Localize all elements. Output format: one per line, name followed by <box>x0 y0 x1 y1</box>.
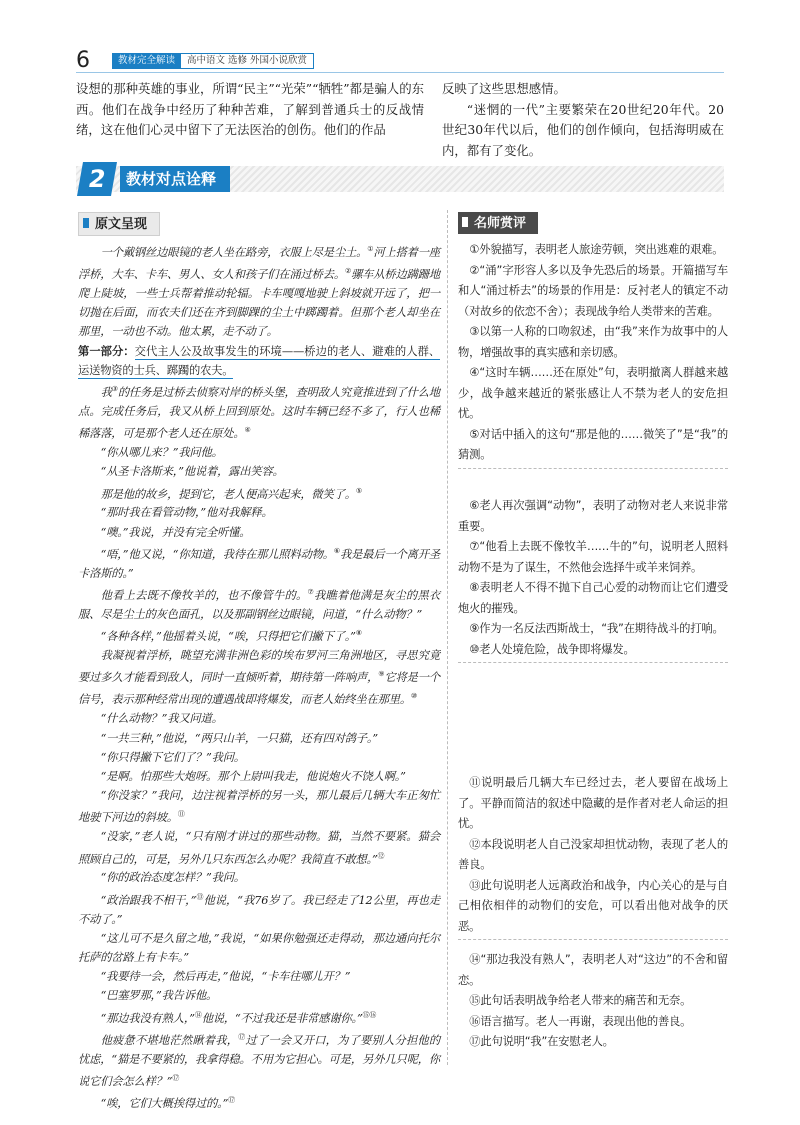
dialogue-line: “从圣卡洛斯来，”他说着，露出笑容。 <box>100 465 284 479</box>
original-text-label: 原文呈现 <box>78 212 160 236</box>
note-12: ⑫本段说明老人自己没家却担忧动物，表现了老人的善良。 <box>458 837 728 871</box>
paragraph: 我③的任务是过桥去侦察对岸的桥头堡，查明敌人究竟推进到了什么地点。完成任务后，我又从桥上回到原处。这时车辆已经不多了，行人也稀稀落落，可是那个老人还在原处。④ <box>78 384 440 440</box>
column-divider <box>447 210 448 1065</box>
dialogue-line: “那时我在看管动物，”他对我解释。 <box>100 506 273 520</box>
dialogue-line: 那是他的故乡，提到它，老人便高兴起来，微笑了。⑤ <box>100 486 362 501</box>
note-4: ④“这时车辆……还在原处”句，表明撤离人群越来越少，战争越来越近的紧张感让人不禁为老人的安危担忧。 <box>458 366 728 420</box>
notes-group-4 <box>458 950 728 1053</box>
dialogue-line: “你从哪儿来？”我问他。 <box>100 446 223 460</box>
header-tag: 教材完全解读 <box>112 53 181 69</box>
header-subtitle: 高中语文 选修 外国小说欣赏 <box>181 53 314 69</box>
notes-group-2 <box>458 496 728 663</box>
dialogue-line: “政治跟我不相干，”⑬他说，“我76岁了。我已经走了12公里，再也走不动了。” <box>78 892 440 926</box>
dialogue-line: “巴塞罗那，”我告诉他。 <box>100 989 218 1003</box>
dialogue-line: “那边我没有熟人，”⑭他说，“不过我还是非常感谢你。”⑮⑯ <box>100 1010 377 1025</box>
note-11: ⑪说明最后几辆大车已经过去，老人要留在战场上了。平静而简洁的叙述中隐藏的是作者对老人命运的担忧。 <box>458 776 728 830</box>
section-number: 2 <box>77 162 117 196</box>
note-7: ⑦“他看上去既不像牧羊……牛的”句，说明老人照料动物不是为了谋生，不然他会选择牛或羊来饲养。 <box>458 540 728 574</box>
running-header <box>112 53 314 69</box>
dialogue-line: 我凝视着浮桥，眺望充满非洲色彩的埃布罗河三角洲地区，寻思究竟要过多久才能看到敌人，同时一直倾听着，期待第一阵响声，⑨它将是一个信号，表示那种经常出现的遭遇战即将爆发，而老人始终坐在那里。⑩ <box>78 649 440 707</box>
dialogue-line: “一共三种，”他说，“两只山羊，一只猫，还有四对鸽子。” <box>100 731 378 745</box>
original-text <box>78 240 440 1113</box>
intro-left <box>76 79 424 141</box>
intro-right-line1: 反映了这些思想感情。 <box>442 81 566 96</box>
dialogue-line: 他看上去既不像牧羊的，也不像管牛的。⑦我瞧着他满是灰尘的黑衣服、尽是尘土的灰色面孔，以及那副钢丝边眼镜，问道，“什么动物？” <box>78 588 441 622</box>
note-3: ③以第一人称的口吻叙述，由“我”来作为故事中的人物，增强故事的真实感和亲切感。 <box>458 325 728 359</box>
header-rule <box>76 72 724 73</box>
part-summary: 第一部分：交代主人公及故事发生的环境——桥边的老人、避难的人群、运送物资的士兵、踯躅的农夫。 <box>78 343 440 377</box>
dialogue-line: “你只得撇下它们了？”我问。 <box>100 750 245 764</box>
note-10: ⑩老人处境危险，战争即将爆发。 <box>469 642 635 656</box>
dialogue-line: “唉，它们大概挨得过的。”⑰ <box>100 1095 235 1110</box>
dialogue-line: “什么动物？”我又问道。 <box>100 712 223 726</box>
dialogue-line: “各种各样，”他摇着头说，“唉，只得把它们撇下了。”⑧ <box>100 629 362 643</box>
dialogue-line: “你的政治态度怎样？”我问。 <box>100 871 245 885</box>
note-8: ⑧表明老人不得不抛下自己心爱的动物而让它们遭受炮火的摧残。 <box>458 581 728 615</box>
note-6: ⑥老人再次强调“动物”，表明了动物对老人来说非常重要。 <box>458 499 728 533</box>
dialogue-line: “这儿可不是久留之地，”我说，“如果你勉强还走得动，那边通向托尔托萨的岔路上有卡车。” <box>78 931 440 965</box>
note-16: ⑯语言描写。老人一再谢，表现出他的善良。 <box>469 1014 692 1028</box>
intro-left-text: 设想的那种英雄的事业，所谓“民主”“光荣”“牺牲”都是骗人的东西。他们在战争中经历了种种苦难，了解到普通兵士的反战情绪，这在他们心灵中留下了无法医治的创伤。他们的作品 <box>76 81 424 137</box>
dialogue-line: 他疲惫不堪地茫然瞅着我，⑰过了一会又开口，为了要别人分担他的忧虑，“猫是不要紧的，我拿得稳。不用为它担心。可是，另外几只呢，你说它们会怎么样？”⑰ <box>78 1032 440 1088</box>
intro-right <box>442 79 724 161</box>
note-5: ⑤对话中插入的这句“那是他的……微笑了”是“我”的猜测。 <box>458 427 728 461</box>
section-title: 教材对点诠释 <box>120 166 230 192</box>
note-14: ⑭“那边我没有熟人”，表明老人对“这边”的不舍和留恋。 <box>458 953 728 987</box>
notes-group-1 <box>458 240 728 469</box>
paragraph: 一个戴钢丝边眼镜的老人坐在路旁，衣服上尽是尘土。①河上搭着一座浮桥，大车、卡车、男人、女人和孩子们在涌过桥去。②骡车从桥边蹒跚地爬上陡坡，一些士兵帮着推动轮辐。卡车嘎嘎地驶上斜坡就开远了，把一切抛在后面，而农夫们还在齐到脚踝的尘土中踯躅着。但那个老人却坐在那里，一动也不动。他太累，走不动了。 <box>78 245 441 339</box>
dialogue-line: “噢。”我说，并没有完全听懂。 <box>100 525 251 539</box>
commentary-label: 名师赏评 <box>458 212 538 234</box>
intro-right-line2: “迷惘的一代”主要繁荣在20世纪20年代。20世纪30年代以后，他们的创作倾向，包括海明威在内，都有了变化。 <box>442 101 724 158</box>
dialogue-line: “是啊。怕那些大炮呀。那个上尉叫我走，他说炮火不饶人啊。” <box>100 769 406 783</box>
note-9: ⑨作为一名反法西斯战士，“我”在期待战斗的打响。 <box>469 622 724 635</box>
note-15: ⑮此句话表明战争给老人带来的痛苦和无奈。 <box>469 994 692 1007</box>
dialogue-line: “我要待一会，然后再走，”他说，“卡车往哪儿开？” <box>100 970 351 984</box>
note-13: ⑬此句说明老人远离政治和战争，内心关心的是与自己相依相伴的动物们的安危，可以看出他对战争的厌恶。 <box>458 878 728 933</box>
notes-group-3 <box>458 773 728 940</box>
note-1: ①外貌描写，表明老人旅途劳顿，突出逃难的艰难。 <box>469 243 724 256</box>
note-2: ②“涌”字形容人多以及争先恐后的场景。开篇描写车和人“涌过桥去”的场景的作用是：反衬老人的镇定不动（对故乡的依恋不舍）；表现战争给人类带来的苦难。 <box>458 263 728 318</box>
page-number: 6 <box>76 48 90 73</box>
note-17: ⑰此句说明“我”在安慰老人。 <box>469 1035 614 1048</box>
dialogue-line: “唔，”他又说，“你知道，我待在那儿照料动物。⑥我是最后一个离开圣卡洛斯的。” <box>78 546 440 580</box>
dialogue-line: “你没家？”我问，边注视着浮桥的另一头，那儿最后几辆大车正匆忙地驶下河边的斜坡。⑪ <box>78 789 440 825</box>
dialogue-line: “没家，”老人说，“只有刚才讲过的那些动物。猫，当然不要紧。猫会照顾自己的，可是，另外几只东西怎么办呢？我简直不敢想。”⑫ <box>78 830 440 866</box>
